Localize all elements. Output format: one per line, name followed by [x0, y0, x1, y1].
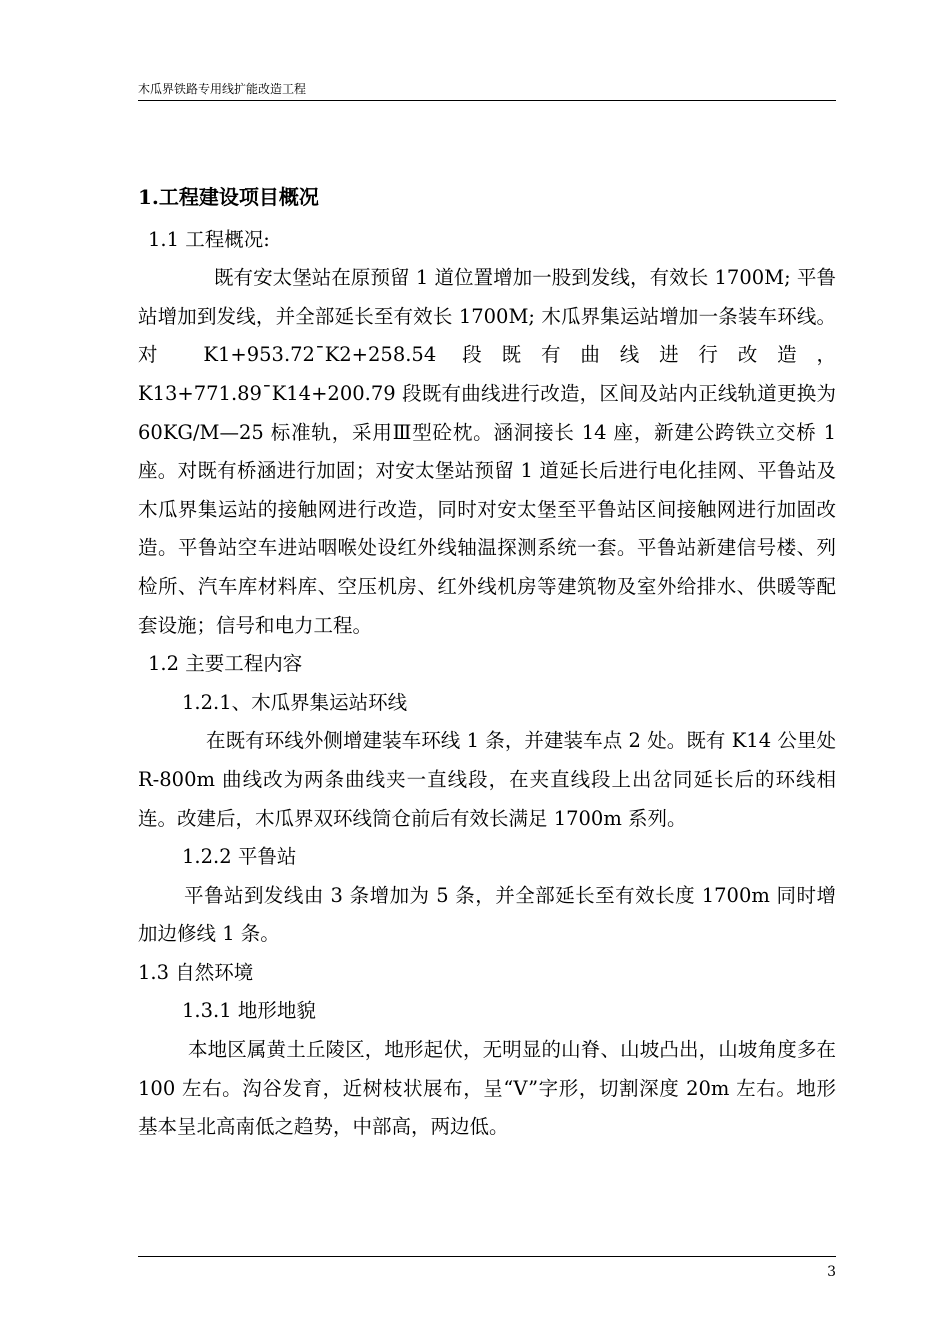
- section-1-2-2-paragraph: 平鲁站到发线由 3 条增加为 5 条，并全部延长至有效长度 1700m 同时增加边修线 1 条。: [138, 883, 836, 946]
- section-1-3-heading: 1.3 自然环境: [138, 960, 254, 984]
- section-1-3-1-heading: 1.3.1 地形地貌: [182, 999, 316, 1023]
- section-1-1-heading: 1.1 工程概况:: [148, 227, 270, 251]
- section-1-2-1-paragraph: 在既有环线外侧增建装车环线 1 条，并建装车点 2 处。既有 K14 公里处 R-800m 曲线改为两条曲线夹一直线段，在夹直线段上出岔同延长后的环线相连。改建后，木瓜界双环线筒仓前后有效长满足 1700m 系列。: [138, 729, 836, 830]
- running-header: 木瓜界铁路专用线扩能改造工程: [138, 80, 836, 101]
- section-1-2-2-heading: 1.2.2 平鲁站: [182, 845, 297, 869]
- section-1-3-1-paragraph: 本地区属黄土丘陵区，地形起伏，无明显的山脊、山坡凸出，山坡角度多在 100 左右。沟谷发育，近树枝状展布，呈“V”字形，切割深度 20m 左右。地形基本呈北高南低之趋势，中部高，两边低。: [138, 1038, 836, 1139]
- document-body: [138, 178, 836, 1147]
- section-1-2-1-heading: 1.2.1、木瓜界集运站环线: [182, 690, 408, 714]
- footer-divider: [138, 1256, 836, 1257]
- page-number: 3: [827, 1264, 836, 1280]
- section-1-heading: 1.工程建设项目概况: [138, 185, 319, 209]
- section-1-1-paragraph: 既有安太堡站在原预留 1 道位置增加一股到发线，有效长 1700M; 平鲁站增加到发线，并全部延长至有效长 1700M; 木瓜界集运站增加一条装车环线。对 K1+953.72¯K2+258.54 段既有曲线进行改造，K13+771.89¯K14+200.79 段既有曲线进行改造，区间及站内正线轨道更换为 60KG/M—25 标准轨，采用Ⅲ型砼枕。涵洞接长 14 座，新建公跨铁立交桥 1 座。对既有桥涵进行加固；对安太堡站预留 1 道延长后进行电化挂网、平鲁站及木瓜界集运站的接触网进行改造，同时对安太堡至平鲁站区间接触网进行加固改造。平鲁站空车进站咽喉处设红外线轴温探测系统一套。平鲁站新建信号楼、列检所、汽车库材料库、空压机房、红外线机房等建筑物及室外给排水、供暖等配套设施；信号和电力工程。: [138, 266, 836, 637]
- section-1-2-heading: 1.2 主要工程内容: [148, 652, 303, 676]
